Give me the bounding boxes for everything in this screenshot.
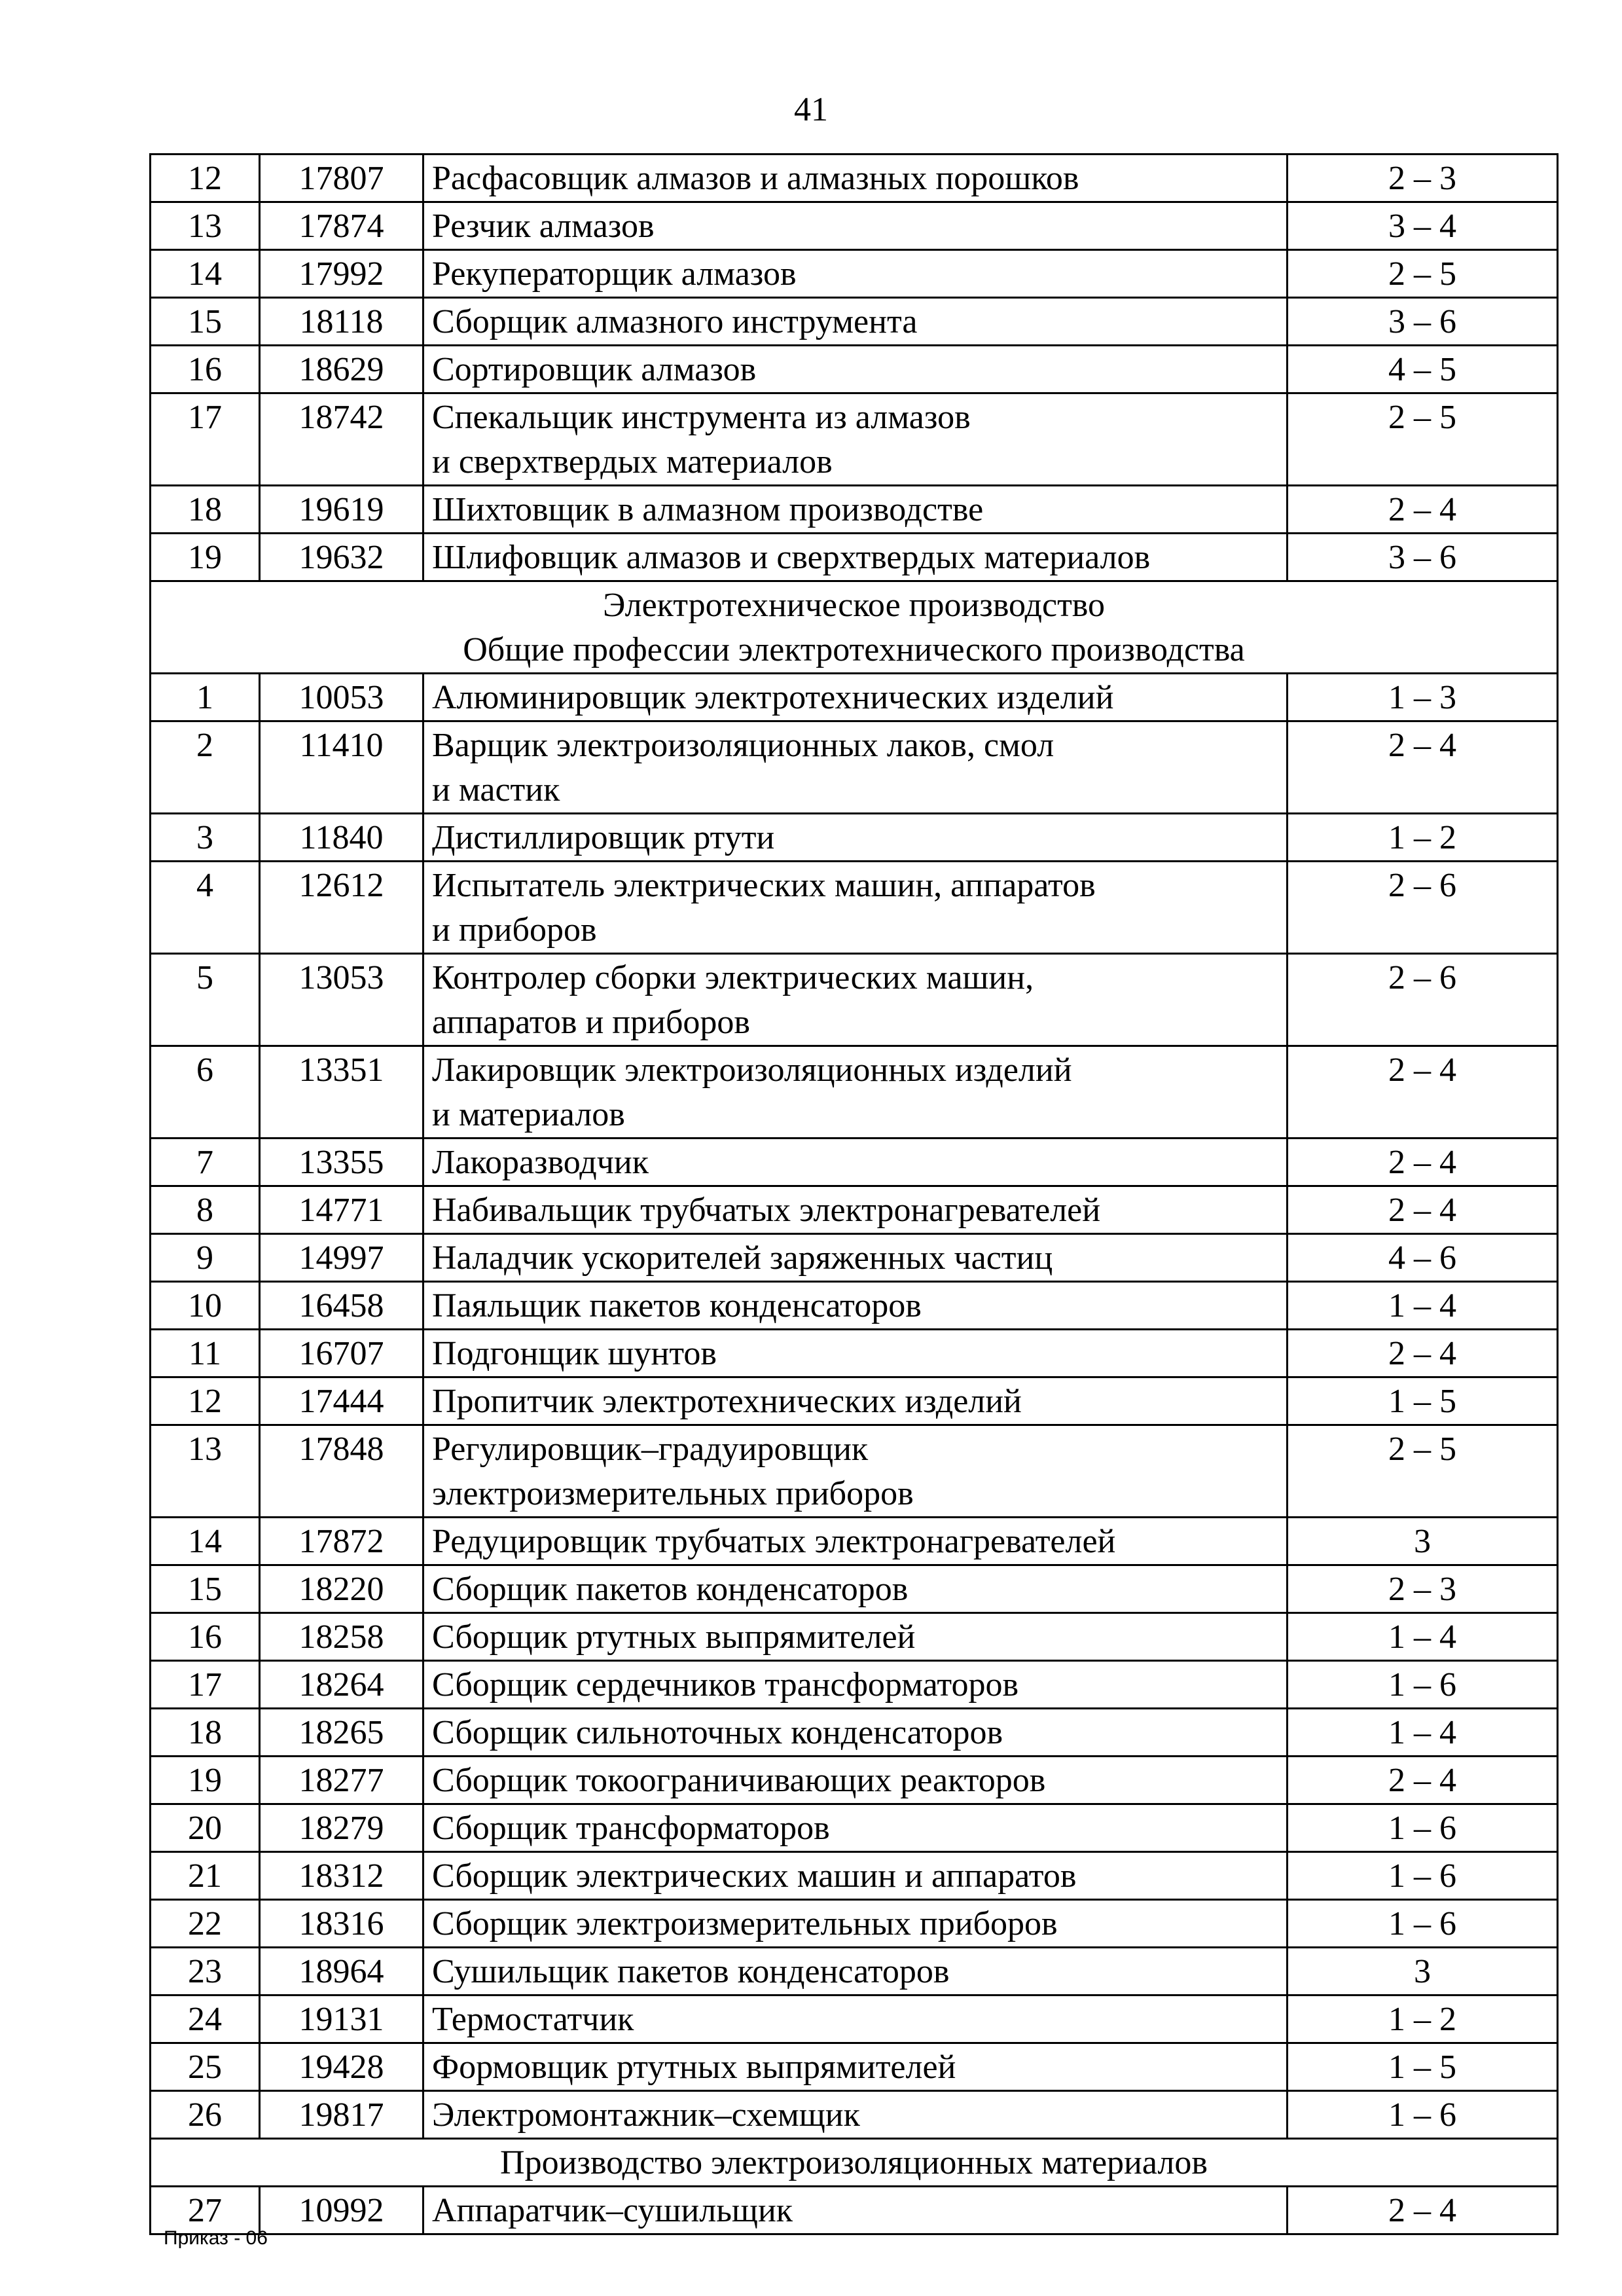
profession-code: 17874 xyxy=(260,202,424,250)
profession-name-line: Сборщик ртутных выпрямителей xyxy=(432,1618,916,1656)
table-row xyxy=(151,862,1558,954)
profession-name-line: Термостатчик xyxy=(432,2001,634,2038)
profession-name xyxy=(424,346,1288,393)
profession-code: 14771 xyxy=(260,1186,424,1234)
profession-name xyxy=(424,1425,1288,1518)
profession-name xyxy=(424,534,1288,581)
grade-range: 2 – 4 xyxy=(1288,1330,1558,1377)
profession-code: 19632 xyxy=(260,534,424,581)
profession-name xyxy=(424,1709,1288,1757)
profession-name-line: Шихтовщик в алмазном производстве xyxy=(432,491,984,528)
row-number: 9 xyxy=(151,1234,260,1282)
row-number: 14 xyxy=(151,250,260,298)
professions-table xyxy=(149,153,1559,2235)
table-row xyxy=(151,1377,1558,1425)
row-number: 18 xyxy=(151,1709,260,1757)
row-number: 17 xyxy=(151,1661,260,1709)
profession-name xyxy=(424,1282,1288,1330)
profession-name-line: Испытатель электрических машин, аппаратов xyxy=(432,867,1096,904)
table-row xyxy=(151,1613,1558,1661)
profession-code: 19619 xyxy=(260,486,424,534)
grade-range: 3 – 4 xyxy=(1288,202,1558,250)
profession-name-line: электроизмерительных приборов xyxy=(432,1475,914,1512)
profession-name xyxy=(424,1518,1288,1565)
profession-name xyxy=(424,1186,1288,1234)
grade-range: 1 – 3 xyxy=(1288,674,1558,721)
grade-range: 2 – 4 xyxy=(1288,1139,1558,1186)
profession-name-line: Рекуператорщик алмазов xyxy=(432,255,797,293)
profession-name-line: Спекальщик инструмента из алмазов xyxy=(432,399,971,436)
profession-name-line: Контролер сборки электрических машин, xyxy=(432,959,1034,996)
profession-name-line: и приборов xyxy=(432,911,597,949)
profession-name xyxy=(424,1234,1288,1282)
grade-range: 4 – 5 xyxy=(1288,346,1558,393)
row-number: 10 xyxy=(151,1282,260,1330)
profession-code: 18220 xyxy=(260,1565,424,1613)
grade-range: 3 xyxy=(1288,1518,1558,1565)
grade-range: 1 – 2 xyxy=(1288,814,1558,862)
profession-name-line: Аппаратчик–сушильщик xyxy=(432,2192,793,2229)
row-number: 12 xyxy=(151,1377,260,1425)
section-header-row xyxy=(151,581,1558,674)
grade-range: 2 – 4 xyxy=(1288,2187,1558,2234)
row-number: 18 xyxy=(151,486,260,534)
profession-code: 13053 xyxy=(260,954,424,1046)
table-row xyxy=(151,534,1558,581)
profession-code: 18277 xyxy=(260,1757,424,1804)
profession-name-line: Редуцировщик трубчатых электронагревателей xyxy=(432,1523,1116,1560)
profession-code: 19817 xyxy=(260,2091,424,2139)
profession-name-line: Варщик электроизоляционных лаков, смол xyxy=(432,727,1054,764)
profession-name xyxy=(424,1804,1288,1852)
section-header xyxy=(151,2139,1558,2187)
grade-range: 3 – 6 xyxy=(1288,534,1558,581)
grade-range: 1 – 5 xyxy=(1288,2043,1558,2091)
profession-name xyxy=(424,1139,1288,1186)
profession-name xyxy=(424,1613,1288,1661)
row-number: 1 xyxy=(151,674,260,721)
table-row xyxy=(151,1186,1558,1234)
profession-name xyxy=(424,862,1288,954)
grade-range: 2 – 3 xyxy=(1288,155,1558,202)
profession-name-line: и мастик xyxy=(432,771,560,809)
page-number: 41 xyxy=(794,91,828,128)
profession-name xyxy=(424,155,1288,202)
profession-code: 10053 xyxy=(260,674,424,721)
row-number: 6 xyxy=(151,1046,260,1139)
profession-name-line: Наладчик ускорителей заряженных частиц xyxy=(432,1239,1053,1277)
profession-name-line: Подгонщик шунтов xyxy=(432,1335,717,1372)
table-row xyxy=(151,155,1558,202)
grade-range: 2 – 5 xyxy=(1288,1425,1558,1518)
profession-code: 18265 xyxy=(260,1709,424,1757)
profession-name xyxy=(424,1900,1288,1948)
profession-code: 13355 xyxy=(260,1139,424,1186)
grade-range: 2 – 4 xyxy=(1288,1186,1558,1234)
table-row xyxy=(151,1234,1558,1282)
grade-range: 1 – 2 xyxy=(1288,1995,1558,2043)
profession-name xyxy=(424,721,1288,814)
profession-name xyxy=(424,1852,1288,1900)
profession-code: 17807 xyxy=(260,155,424,202)
profession-name xyxy=(424,393,1288,486)
table-row xyxy=(151,1852,1558,1900)
table-row xyxy=(151,954,1558,1046)
profession-code: 18629 xyxy=(260,346,424,393)
table-row xyxy=(151,1565,1558,1613)
row-number: 7 xyxy=(151,1139,260,1186)
profession-name xyxy=(424,1565,1288,1613)
profession-name-line: и сверхтвердых материалов xyxy=(432,443,833,481)
row-number: 12 xyxy=(151,155,260,202)
profession-code: 18258 xyxy=(260,1613,424,1661)
table-row xyxy=(151,1518,1558,1565)
profession-code: 17444 xyxy=(260,1377,424,1425)
grade-range: 2 – 4 xyxy=(1288,1046,1558,1139)
row-number: 16 xyxy=(151,1613,260,1661)
profession-code: 11410 xyxy=(260,721,424,814)
grade-range: 2 – 5 xyxy=(1288,393,1558,486)
row-number: 19 xyxy=(151,1757,260,1804)
profession-code: 13351 xyxy=(260,1046,424,1139)
profession-name-line: Регулировщик–градуировщик xyxy=(432,1430,869,1468)
grade-range: 2 – 5 xyxy=(1288,250,1558,298)
profession-name-line: Лакоразводчик xyxy=(432,1144,649,1181)
profession-code: 17992 xyxy=(260,250,424,298)
profession-code: 18264 xyxy=(260,1661,424,1709)
row-number: 15 xyxy=(151,1565,260,1613)
table-row xyxy=(151,674,1558,721)
row-number: 3 xyxy=(151,814,260,862)
row-number: 2 xyxy=(151,721,260,814)
profession-name-line: Сборщик сердечников трансформаторов xyxy=(432,1666,1019,1704)
row-number: 14 xyxy=(151,1518,260,1565)
profession-name-line: аппаратов и приборов xyxy=(432,1004,750,1041)
grade-range: 2 – 4 xyxy=(1288,486,1558,534)
table-row xyxy=(151,1804,1558,1852)
profession-name xyxy=(424,250,1288,298)
profession-code: 19428 xyxy=(260,2043,424,2091)
profession-name-line: Пропитчик электротехнических изделий xyxy=(432,1383,1022,1420)
table-row xyxy=(151,2091,1558,2139)
profession-code: 18316 xyxy=(260,1900,424,1948)
row-number: 5 xyxy=(151,954,260,1046)
profession-code: 16458 xyxy=(260,1282,424,1330)
profession-name xyxy=(424,954,1288,1046)
profession-name-line: Резчик алмазов xyxy=(432,208,655,245)
grade-range: 1 – 4 xyxy=(1288,1709,1558,1757)
table-row xyxy=(151,2187,1558,2234)
grade-range: 4 – 6 xyxy=(1288,1234,1558,1282)
table-row xyxy=(151,1330,1558,1377)
profession-name xyxy=(424,814,1288,862)
table-row xyxy=(151,1282,1558,1330)
row-number: 13 xyxy=(151,202,260,250)
table-row xyxy=(151,486,1558,534)
profession-name-line: Сборщик токоограничивающих реакторов xyxy=(432,1762,1046,1799)
table-row xyxy=(151,346,1558,393)
profession-name xyxy=(424,1661,1288,1709)
row-number: 17 xyxy=(151,393,260,486)
table-row xyxy=(151,814,1558,862)
table-row xyxy=(151,1995,1558,2043)
profession-name-line: Сборщик трансформаторов xyxy=(432,1810,830,1847)
profession-name-line: Сборщик пакетов конденсаторов xyxy=(432,1571,909,1608)
profession-name xyxy=(424,674,1288,721)
row-number: 27 xyxy=(151,2187,260,2234)
row-number: 23 xyxy=(151,1948,260,1995)
section-subtitle: Общие профессии электротехнического производства xyxy=(463,631,1245,668)
profession-code: 17872 xyxy=(260,1518,424,1565)
grade-range: 1 – 6 xyxy=(1288,1804,1558,1852)
row-number: 4 xyxy=(151,862,260,954)
row-number: 16 xyxy=(151,346,260,393)
footer-label: Приказ - 06 xyxy=(164,2227,268,2249)
profession-code: 11840 xyxy=(260,814,424,862)
section-header-row xyxy=(151,2139,1558,2187)
profession-name xyxy=(424,1995,1288,2043)
profession-name xyxy=(424,1757,1288,1804)
profession-name xyxy=(424,1948,1288,1995)
profession-name xyxy=(424,298,1288,346)
table-row xyxy=(151,393,1558,486)
profession-code: 18742 xyxy=(260,393,424,486)
profession-code: 19131 xyxy=(260,1995,424,2043)
grade-range: 2 – 3 xyxy=(1288,1565,1558,1613)
profession-code: 18312 xyxy=(260,1852,424,1900)
profession-name-line: Набивальщик трубчатых электронагревателей xyxy=(432,1192,1101,1229)
table-row xyxy=(151,202,1558,250)
table-row xyxy=(151,1425,1558,1518)
profession-code: 18279 xyxy=(260,1804,424,1852)
section-header xyxy=(151,581,1558,674)
grade-range: 1 – 6 xyxy=(1288,1852,1558,1900)
grade-range: 2 – 6 xyxy=(1288,954,1558,1046)
row-number: 22 xyxy=(151,1900,260,1948)
profession-name-line: Сортировщик алмазов xyxy=(432,351,757,388)
table-row xyxy=(151,1139,1558,1186)
profession-name-line: Шлифовщик алмазов и сверхтвердых материалов xyxy=(432,539,1151,576)
grade-range: 1 – 6 xyxy=(1288,2091,1558,2139)
profession-code: 10992 xyxy=(260,2187,424,2234)
profession-name-line: Паяльщик пакетов конденсаторов xyxy=(432,1287,922,1324)
profession-name xyxy=(424,1330,1288,1377)
row-number: 8 xyxy=(151,1186,260,1234)
table-row xyxy=(151,1709,1558,1757)
section-title: Производство электроизоляционных материалов xyxy=(500,2144,1208,2181)
profession-name-line: Сборщик алмазного инструмента xyxy=(432,303,918,340)
profession-name xyxy=(424,486,1288,534)
grade-range: 2 – 4 xyxy=(1288,1757,1558,1804)
profession-code: 12612 xyxy=(260,862,424,954)
profession-code: 16707 xyxy=(260,1330,424,1377)
table-row xyxy=(151,1757,1558,1804)
table-row xyxy=(151,1948,1558,1995)
grade-range: 2 – 6 xyxy=(1288,862,1558,954)
table-row xyxy=(151,1661,1558,1709)
profession-name-line: и материалов xyxy=(432,1096,625,1133)
profession-name-line: Дистиллировщик ртути xyxy=(432,819,775,856)
grade-range: 2 – 4 xyxy=(1288,721,1558,814)
profession-name-line: Формовщик ртутных выпрямителей xyxy=(432,2049,956,2086)
row-number: 26 xyxy=(151,2091,260,2139)
grade-range: 1 – 5 xyxy=(1288,1377,1558,1425)
profession-name-line: Сборщик сильноточных конденсаторов xyxy=(432,1714,1003,1751)
row-number: 19 xyxy=(151,534,260,581)
table-row xyxy=(151,1046,1558,1139)
profession-name xyxy=(424,1046,1288,1139)
table-row xyxy=(151,298,1558,346)
profession-name-line: Электромонтажник–схемщик xyxy=(432,2096,860,2134)
table-row xyxy=(151,250,1558,298)
profession-name xyxy=(424,202,1288,250)
grade-range: 1 – 6 xyxy=(1288,1900,1558,1948)
profession-name xyxy=(424,2091,1288,2139)
profession-code: 18118 xyxy=(260,298,424,346)
profession-name xyxy=(424,2187,1288,2234)
profession-name-line: Алюминировщик электротехнических изделий xyxy=(432,679,1114,716)
table-row xyxy=(151,1900,1558,1948)
row-number: 21 xyxy=(151,1852,260,1900)
profession-name-line: Сушильщик пакетов конденсаторов xyxy=(432,1953,950,1990)
row-number: 24 xyxy=(151,1995,260,2043)
section-title: Электротехническое производство xyxy=(603,587,1105,624)
row-number: 11 xyxy=(151,1330,260,1377)
professions-table-body xyxy=(151,155,1558,2234)
profession-name xyxy=(424,2043,1288,2091)
grade-range: 1 – 4 xyxy=(1288,1282,1558,1330)
row-number: 20 xyxy=(151,1804,260,1852)
table-row xyxy=(151,721,1558,814)
profession-code: 14997 xyxy=(260,1234,424,1282)
row-number: 25 xyxy=(151,2043,260,2091)
profession-name-line: Сборщик электрических машин и аппаратов xyxy=(432,1857,1077,1895)
profession-code: 18964 xyxy=(260,1948,424,1995)
row-number: 13 xyxy=(151,1425,260,1518)
profession-name-line: Расфасовщик алмазов и алмазных порошков xyxy=(432,160,1079,197)
row-number: 15 xyxy=(151,298,260,346)
profession-code: 17848 xyxy=(260,1425,424,1518)
profession-name xyxy=(424,1377,1288,1425)
grade-range: 3 – 6 xyxy=(1288,298,1558,346)
grade-range: 3 xyxy=(1288,1948,1558,1995)
profession-name-line: Сборщик электроизмерительных приборов xyxy=(432,1905,1058,1942)
grade-range: 1 – 6 xyxy=(1288,1661,1558,1709)
profession-name-line: Лакировщик электроизоляционных изделий xyxy=(432,1051,1072,1089)
grade-range: 1 – 4 xyxy=(1288,1613,1558,1661)
table-row xyxy=(151,2043,1558,2091)
